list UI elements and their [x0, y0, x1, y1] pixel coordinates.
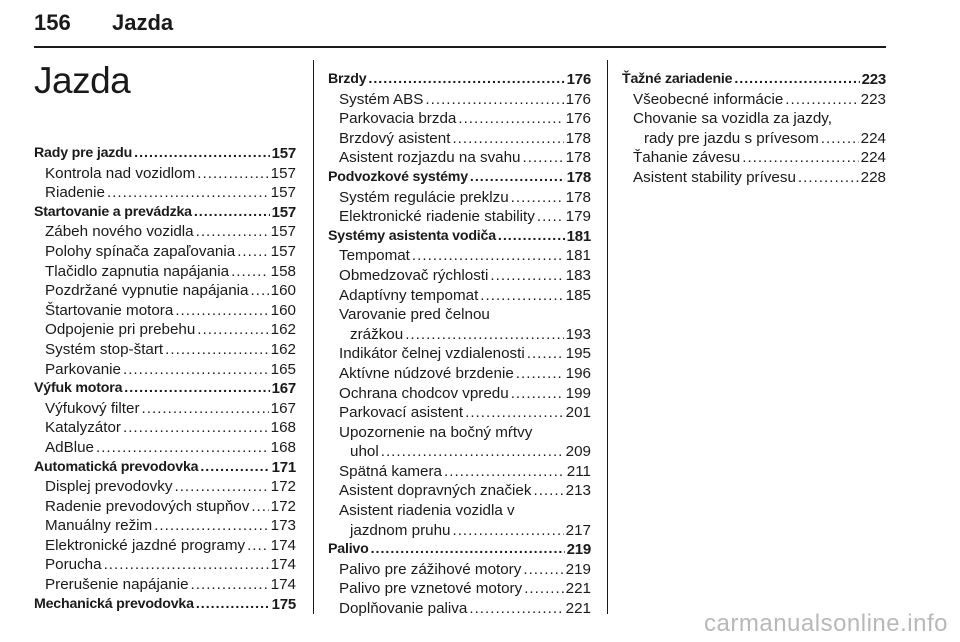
- toc-entry[interactable]: [328, 344, 591, 364]
- toc-entry-title: Automatická prevodovka: [34, 458, 199, 475]
- toc-entry-line: Chovanie sa vozidla za jazdy,: [633, 110, 832, 128]
- dot-leader: [498, 227, 565, 247]
- dot-leader: [465, 403, 564, 423]
- dot-leader: [154, 516, 268, 536]
- toc-entry[interactable]: [34, 497, 296, 517]
- toc-page-number: 175: [271, 595, 296, 613]
- toc-entry-title: Mechanická prevodovka: [34, 595, 194, 612]
- toc-column-1: [34, 144, 296, 614]
- toc-page-number: 178: [566, 168, 591, 186]
- dot-leader: [96, 438, 269, 458]
- toc-entry-title: Všeobecné informácie: [633, 90, 784, 108]
- toc-entry-title: Parkovanie: [45, 360, 121, 378]
- toc-page-number: 221: [565, 580, 591, 598]
- toc-page-number: 172: [270, 478, 296, 496]
- toc-section[interactable]: [34, 595, 296, 615]
- dot-leader: [107, 183, 269, 203]
- toc-entry[interactable]: [34, 222, 296, 242]
- page-number: 156: [34, 10, 71, 35]
- dot-leader: [524, 579, 563, 599]
- dot-leader: [251, 497, 268, 517]
- dot-leader: [444, 462, 565, 482]
- dot-leader: [469, 599, 563, 619]
- toc-entry-title: rady pre jazdu s prívesom: [644, 129, 819, 147]
- toc-page-number: 176: [565, 110, 591, 128]
- toc-entry[interactable]: [34, 281, 296, 301]
- toc-entry-title: Výfukový filter: [45, 399, 140, 417]
- toc-entry[interactable]: [34, 164, 296, 184]
- toc-entry-title: Riadenie: [45, 184, 105, 202]
- dot-leader: [197, 320, 268, 340]
- toc-entry-title: Doplňovanie paliva: [339, 600, 468, 618]
- toc-page-number: 181: [566, 227, 591, 245]
- toc-entry[interactable]: [328, 599, 591, 619]
- toc-page-number: 171: [271, 458, 296, 476]
- toc-page-number: 178: [565, 188, 591, 206]
- toc-entry[interactable]: [34, 183, 296, 203]
- dot-leader: [470, 168, 565, 188]
- toc-entry[interactable]: [328, 325, 591, 345]
- toc-section[interactable]: [328, 70, 591, 90]
- chapter-title: Jazda: [34, 60, 131, 101]
- toc-page-number: 174: [270, 536, 296, 554]
- toc-entry[interactable]: [622, 148, 886, 168]
- dot-leader: [196, 222, 269, 242]
- toc-page-number: 193: [565, 325, 591, 343]
- toc-entry[interactable]: [328, 207, 591, 227]
- toc-entry-title: Asistent stability prívesu: [633, 168, 796, 186]
- toc-entry[interactable]: [34, 399, 296, 419]
- toc-page-number: 157: [271, 145, 296, 162]
- toc-entry-title: Asistent rozjazdu na svahu: [339, 149, 521, 167]
- dot-leader: [523, 560, 563, 580]
- toc-page-number: 219: [565, 560, 591, 578]
- toc-entry-title: Porucha: [45, 556, 102, 574]
- toc-page-number: 211: [566, 462, 591, 480]
- toc-entry-title: Tlačidlo zapnutia napájania: [45, 262, 230, 280]
- dot-leader: [405, 325, 563, 345]
- toc-page-number: 209: [565, 443, 591, 461]
- toc-entry[interactable]: [622, 129, 886, 149]
- dot-leader: [196, 595, 270, 615]
- dot-leader: [237, 242, 268, 262]
- toc-page-number: 213: [565, 482, 591, 500]
- dot-leader: [527, 344, 564, 364]
- toc-page-number: 196: [565, 364, 591, 382]
- toc-page-number: 178: [565, 129, 591, 147]
- toc-entry[interactable]: [34, 242, 296, 262]
- toc-column-2: [328, 70, 591, 619]
- dot-leader: [165, 340, 269, 360]
- toc-entry-title: Systém regulácie preklzu: [339, 188, 509, 206]
- toc-entry[interactable]: [34, 340, 296, 360]
- toc-entry[interactable]: [328, 403, 591, 423]
- toc-section[interactable]: [34, 203, 296, 223]
- toc-section[interactable]: [328, 168, 591, 188]
- toc-entry[interactable]: [328, 188, 591, 208]
- toc-entry[interactable]: [328, 579, 591, 599]
- toc-entry-title: Aktívne núdzové brzdenie: [339, 364, 514, 382]
- dot-leader: [480, 286, 563, 306]
- toc-page-number: 195: [565, 345, 591, 363]
- toc-page-number: 157: [271, 203, 296, 221]
- dot-leader: [785, 90, 858, 110]
- toc-entry-line: Upozornenie na bočný mŕtvy: [339, 423, 533, 441]
- toc-page-number: 157: [270, 223, 296, 241]
- dot-leader: [134, 144, 269, 164]
- running-title: Jazda: [112, 10, 174, 35]
- toc-entry[interactable]: [622, 168, 886, 188]
- dot-leader: [523, 148, 564, 168]
- toc-page-number: 165: [270, 360, 296, 378]
- toc-entry-title: Systémy asistenta vodiča: [328, 227, 496, 244]
- toc-entry-line: Varovanie pred čelnou: [339, 306, 490, 324]
- dot-leader: [123, 360, 269, 380]
- dot-leader: [124, 379, 269, 399]
- toc-page-number: 224: [860, 149, 886, 167]
- toc-entry[interactable]: [328, 521, 591, 541]
- toc-entry-title: Brzdy: [328, 71, 367, 87]
- toc-entry-title: uhol: [350, 443, 379, 461]
- dot-leader: [200, 458, 269, 478]
- dot-leader: [452, 129, 563, 149]
- dot-leader: [197, 164, 268, 184]
- toc-entry-title: Systém stop-štart: [45, 340, 164, 358]
- toc-page-number: 157: [270, 164, 296, 182]
- toc-entry[interactable]: [34, 555, 296, 575]
- toc-section[interactable]: [328, 540, 591, 560]
- toc-page-number: 185: [565, 286, 591, 304]
- toc-entry-line: Asistent riadenia vozidla v: [339, 502, 515, 520]
- toc-entry[interactable]: [328, 481, 591, 501]
- toc-entry-title: Parkovací asistent: [339, 404, 464, 422]
- toc-page-number: 162: [270, 340, 296, 358]
- toc-entry-title: Tempomat: [339, 247, 410, 265]
- toc-entry-title: Systém ABS: [339, 90, 424, 108]
- toc-entry-title: Odpojenie pri prebehu: [45, 321, 196, 339]
- toc-entry-title: Displej prevodovky: [45, 478, 173, 496]
- toc-page-number: 228: [860, 168, 886, 186]
- dot-leader: [174, 477, 268, 497]
- toc-page-number: 224: [860, 129, 886, 147]
- dot-leader: [511, 384, 564, 404]
- toc-entry[interactable]: [328, 462, 591, 482]
- dot-leader: [798, 168, 859, 188]
- dot-leader: [734, 70, 859, 90]
- toc-entry-title: Parkovacia brzda: [339, 110, 457, 128]
- toc-section[interactable]: [328, 227, 591, 247]
- page-header: [34, 6, 886, 48]
- toc-entry-title: Ťažné zariadenie: [622, 71, 733, 87]
- toc-page-number: 157: [270, 242, 296, 260]
- toc-entry-title: Palivo: [328, 541, 369, 558]
- toc-page-number: 221: [565, 600, 591, 618]
- toc-page-number: 162: [270, 321, 296, 339]
- toc-page-number: 168: [270, 438, 296, 456]
- toc-entry-title: Obmedzovač rýchlosti: [339, 266, 489, 284]
- toc-entry-title: Startovanie a prevádzka: [34, 203, 192, 220]
- toc-page-number: 223: [861, 71, 886, 88]
- toc-column-3: [622, 70, 886, 188]
- toc-section[interactable]: [622, 70, 886, 90]
- toc-entry[interactable]: [328, 148, 591, 168]
- toc-entry[interactable]: [328, 286, 591, 306]
- dot-leader: [381, 442, 564, 462]
- watermark: carmanualsonline.info: [704, 610, 948, 637]
- toc-entry-title: Katalyzátor: [45, 419, 121, 437]
- toc-page-number: 181: [565, 247, 591, 265]
- toc-entry-title: Adaptívny tempomat: [339, 286, 479, 304]
- toc-page-number: 217: [565, 521, 591, 539]
- toc-page-number: 168: [270, 419, 296, 437]
- dot-leader: [231, 262, 269, 282]
- dot-leader: [104, 555, 269, 575]
- column-divider: [313, 60, 314, 614]
- dot-leader: [371, 540, 565, 560]
- toc-entry-title: Radenie prevodových stupňov: [45, 497, 250, 515]
- toc-entry[interactable]: [328, 364, 591, 384]
- toc-entry[interactable]: [34, 575, 296, 595]
- toc-section[interactable]: [34, 379, 296, 399]
- toc-entry[interactable]: [328, 90, 591, 110]
- dot-leader: [821, 129, 859, 149]
- dot-leader: [191, 575, 269, 595]
- toc-page-number: 176: [565, 90, 591, 108]
- toc-entry[interactable]: [34, 438, 296, 458]
- dot-leader: [123, 418, 269, 438]
- toc-entry-title: Polohy spínača zapaľovania: [45, 242, 236, 260]
- toc-entry-title: Pozdržané vypnutie napájania: [45, 282, 249, 300]
- toc-entry[interactable]: [328, 266, 591, 286]
- toc-entry[interactable]: [328, 129, 591, 149]
- toc-page-number: 160: [270, 301, 296, 319]
- dot-leader: [425, 90, 563, 110]
- toc-entry[interactable]: [328, 384, 591, 404]
- dot-leader: [458, 109, 563, 129]
- toc-entry-title: Zábeh nového vozidla: [45, 223, 194, 241]
- toc-page-number: 174: [270, 576, 296, 594]
- toc-entry-title: AdBlue: [45, 438, 94, 456]
- toc-page-number: 179: [565, 208, 591, 226]
- toc-entry[interactable]: [328, 246, 591, 266]
- toc-page-number: 158: [270, 262, 296, 280]
- toc-page-number: 219: [566, 541, 591, 559]
- toc-page-number: 157: [270, 184, 296, 202]
- toc-page-number: 174: [270, 556, 296, 574]
- toc-entry-title: Palivo pre zážihové motory: [339, 560, 522, 578]
- toc-entry[interactable]: [34, 262, 296, 282]
- toc-page-number: 167: [271, 380, 296, 398]
- toc-entry[interactable]: [34, 477, 296, 497]
- dot-leader: [368, 70, 564, 90]
- toc-entry-title: Indikátor čelnej vzdialenosti: [339, 345, 525, 363]
- dot-leader: [490, 266, 563, 286]
- toc-page-number: 173: [270, 517, 296, 535]
- dot-leader: [247, 536, 269, 556]
- toc-entry[interactable]: [34, 536, 296, 556]
- toc-page-number: 223: [860, 90, 886, 108]
- toc-entry-title: Podvozkové systémy: [328, 168, 468, 185]
- dot-leader: [452, 521, 563, 541]
- dot-leader: [533, 481, 563, 501]
- toc-entry-title: Ochrana chodcov vpredu: [339, 384, 509, 402]
- dot-leader: [412, 246, 564, 266]
- toc-entry[interactable]: [34, 301, 296, 321]
- toc-page-number: 201: [565, 404, 591, 422]
- toc-entry-title: Kontrola nad vozidlom: [45, 164, 196, 182]
- toc-entry[interactable]: [34, 360, 296, 380]
- toc-entry-title: Ťahanie závesu: [633, 149, 741, 167]
- toc-section[interactable]: [34, 458, 296, 478]
- toc-entry-title: Brzdový asistent: [339, 129, 451, 147]
- dot-leader: [194, 203, 270, 223]
- toc-entry-title: Rady pre jazdu: [34, 145, 133, 161]
- dot-leader: [251, 281, 269, 301]
- toc-entry[interactable]: [622, 90, 886, 110]
- toc-entry[interactable]: [328, 560, 591, 580]
- toc-page-number: 178: [565, 149, 591, 167]
- toc-page-number: 172: [270, 497, 296, 515]
- toc-page-number: 199: [565, 384, 591, 402]
- toc-entry[interactable]: [328, 109, 591, 129]
- toc-entry[interactable]: [34, 418, 296, 438]
- toc-entry[interactable]: [34, 320, 296, 340]
- toc-entry-title: Manuálny režim: [45, 517, 153, 535]
- toc-entry[interactable]: [328, 442, 591, 462]
- toc-section[interactable]: [34, 144, 296, 164]
- toc-entry-title: Elektronické riadenie stability: [339, 208, 535, 226]
- toc-entry-title: jazdnom pruhu: [350, 521, 451, 539]
- toc-entry-title: Výfuk motora: [34, 380, 123, 397]
- toc-page-number: 167: [270, 399, 296, 417]
- toc-page-number: 183: [565, 266, 591, 284]
- toc-entry-title: Prerušenie napájanie: [45, 576, 189, 594]
- toc-page-number: 160: [270, 282, 296, 300]
- dot-leader: [175, 301, 268, 321]
- dot-leader: [516, 364, 564, 384]
- dot-leader: [537, 207, 564, 227]
- toc-entry-title: Palivo pre vznetové motory: [339, 580, 523, 598]
- toc-entry-title: zrážkou: [350, 325, 404, 343]
- toc-entry-title: Štartovanie motora: [45, 301, 174, 319]
- toc-page-number: 176: [566, 71, 591, 88]
- toc-entry-title: Asistent dopravných značiek: [339, 482, 532, 500]
- toc-entry[interactable]: [34, 516, 296, 536]
- dot-leader: [511, 188, 564, 208]
- toc-entry-title: Spätná kamera: [339, 462, 442, 480]
- dot-leader: [742, 148, 858, 168]
- column-divider: [607, 60, 608, 614]
- dot-leader: [142, 399, 269, 419]
- toc-entry-title: Elektronické jazdné programy: [45, 536, 246, 554]
